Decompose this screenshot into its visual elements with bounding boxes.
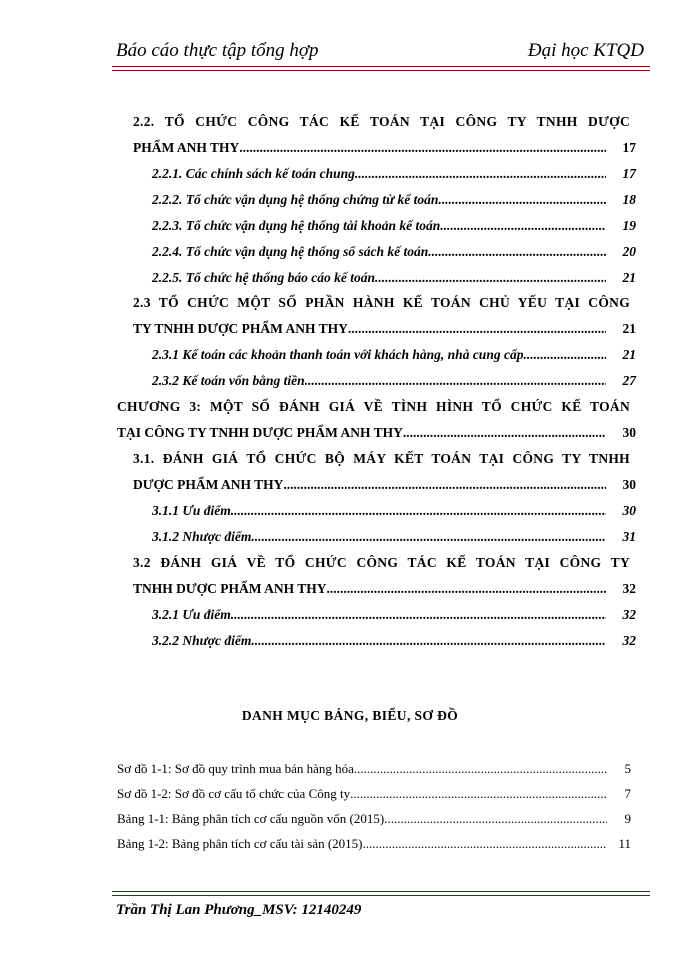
toc-entry	[152, 244, 636, 260]
toc-heading-2-2-line1: 2.2. TỔ CHỨC CÔNG TÁC KẾ TOÁN TẠI CÔNG TY TNHH DƯỢC	[133, 114, 630, 129]
figure-entry-text: Sơ đồ 1-2: Sơ đồ cơ cấu tổ chức của Công ty	[117, 786, 351, 801]
toc-entry-page: 30	[622, 425, 636, 440]
list-of-figures-title: DANH MỤC BẢNG, BIỂU, SƠ ĐỒ	[241, 708, 459, 723]
toc-entry-page: 21	[622, 270, 636, 285]
toc-entry-text: 3.2.2 Nhược điểm	[152, 633, 252, 648]
toc-heading-3-1-line1: 3.1. ĐÁNH GIÁ TỔ CHỨC BỘ MÁY KẾT TOÁN TẠI CÔNG TY TNHH	[133, 451, 630, 466]
figure-entry-page: 9	[624, 811, 631, 826]
toc-entry-text: 2.2.1. Các chính sách kế toán chung	[152, 166, 355, 181]
toc-entry-page: 32	[622, 633, 636, 648]
figure-entry	[117, 836, 631, 852]
toc-entry	[152, 503, 636, 519]
footer-rule	[112, 891, 650, 896]
toc-entry-text: 2.3.2 Kế toán vốn bằng tiền	[152, 373, 305, 388]
toc-entry	[133, 321, 636, 337]
toc-chapter-3-line1: CHƯƠNG 3: MỘT SỐ ĐÁNH GIÁ VỀ TÌNH HÌNH TỔ CHỨC KẾ TOÁN	[117, 399, 630, 414]
toc-entry-page: 17	[622, 140, 636, 155]
toc-heading-2-3-line1: 2.3 TỔ CHỨC MỘT SỐ PHẦN HÀNH KẾ TOÁN CHỦ YẾU TẠI CÔNG	[133, 295, 630, 310]
toc-entry	[117, 425, 636, 441]
toc-entry-text: 2.3.1 Kế toán các khoản thanh toán với khách hàng, nhà cung cấp	[152, 347, 524, 362]
toc-entry	[152, 633, 636, 649]
figure-entry-text: Bảng 1-2: Bảng phân tích cơ cấu tài sản (2015)	[117, 836, 363, 851]
toc-entry-text: TẠI CÔNG TY TNHH DƯỢC PHẨM ANH THY	[117, 425, 403, 440]
toc-entry	[152, 166, 636, 182]
toc-entry-text: 3.2.1 Ưu điểm	[152, 607, 231, 622]
toc-entry	[152, 607, 636, 623]
footer-author: Trần Thị Lan Phương_MSV: 12140249	[116, 902, 362, 918]
toc-heading-3-2-line1: 3.2 ĐÁNH GIÁ VỀ TỔ CHỨC CÔNG TÁC KẾ TOÁN TẠI CÔNG TY	[133, 555, 630, 570]
toc-entry-page: 21	[622, 321, 636, 336]
toc-entry	[152, 270, 636, 286]
toc-entry	[133, 581, 636, 597]
toc-entry-page: 20	[622, 244, 636, 259]
toc-entry	[133, 477, 636, 493]
toc-entry	[152, 218, 636, 234]
toc-entry-text: DƯỢC PHẨM ANH THY	[133, 477, 284, 492]
toc-entry-page: 30	[622, 503, 636, 518]
toc-entry-text: 3.1.2 Nhược điểm	[152, 529, 252, 544]
figure-entry-page: 7	[624, 786, 631, 801]
toc-entry-text: 2.2.5. Tổ chức hệ thống báo cáo kế toán	[152, 270, 375, 285]
figure-entry	[117, 786, 631, 802]
toc-entry	[152, 192, 636, 208]
toc-entry-page: 30	[622, 477, 636, 492]
toc-entry-text: TY TNHH DƯỢC PHẨM ANH THY	[133, 321, 348, 336]
toc-entry-text: TNHH DƯỢC PHẨM ANH THY	[133, 581, 327, 596]
figure-entry-page: 11	[618, 836, 631, 851]
toc-entry-text: 2.2.3. Tổ chức vận dụng hệ thống tài khoản kế toán	[152, 218, 441, 233]
toc-entry-page: 18	[622, 192, 636, 207]
figure-entry-text: Sơ đồ 1-1: Sơ đồ quy trình mua bán hàng hóa	[117, 761, 354, 776]
toc-entry	[152, 373, 636, 389]
header-title: Báo cáo thực tập tổng hợp	[116, 40, 319, 61]
header-university: Đại học KTQD	[527, 40, 644, 61]
toc-entry-page: 17	[622, 166, 636, 181]
figure-entry	[117, 811, 631, 827]
toc-entry-text: 3.1.1 Ưu điểm	[152, 503, 231, 518]
toc-entry	[133, 140, 636, 156]
toc-entry-text: 2.2.2. Tổ chức vận dụng hệ thống chứng từ kế toán	[152, 192, 439, 207]
toc-entry-text: 2.2.4. Tổ chức vận dụng hệ thống sổ sách kế toán	[152, 244, 429, 259]
toc-entry-page: 27	[622, 373, 636, 388]
figure-entry	[117, 761, 631, 777]
toc-entry-page: 19	[622, 218, 636, 233]
toc-entry-page: 31	[622, 529, 636, 544]
toc-entry-text: PHẨM ANH THY	[133, 140, 240, 155]
toc-entry-page: 32	[622, 581, 636, 596]
toc-entry-page: 21	[622, 347, 636, 362]
toc-entry	[152, 347, 636, 363]
toc-entry-page: 32	[622, 607, 636, 622]
header-rule	[112, 66, 650, 71]
figure-entry-page: 5	[624, 761, 631, 776]
toc-entry	[152, 529, 636, 545]
figure-entry-text: Bảng 1-1: Bảng phân tích cơ cấu nguồn vốn (2015)	[117, 811, 385, 826]
